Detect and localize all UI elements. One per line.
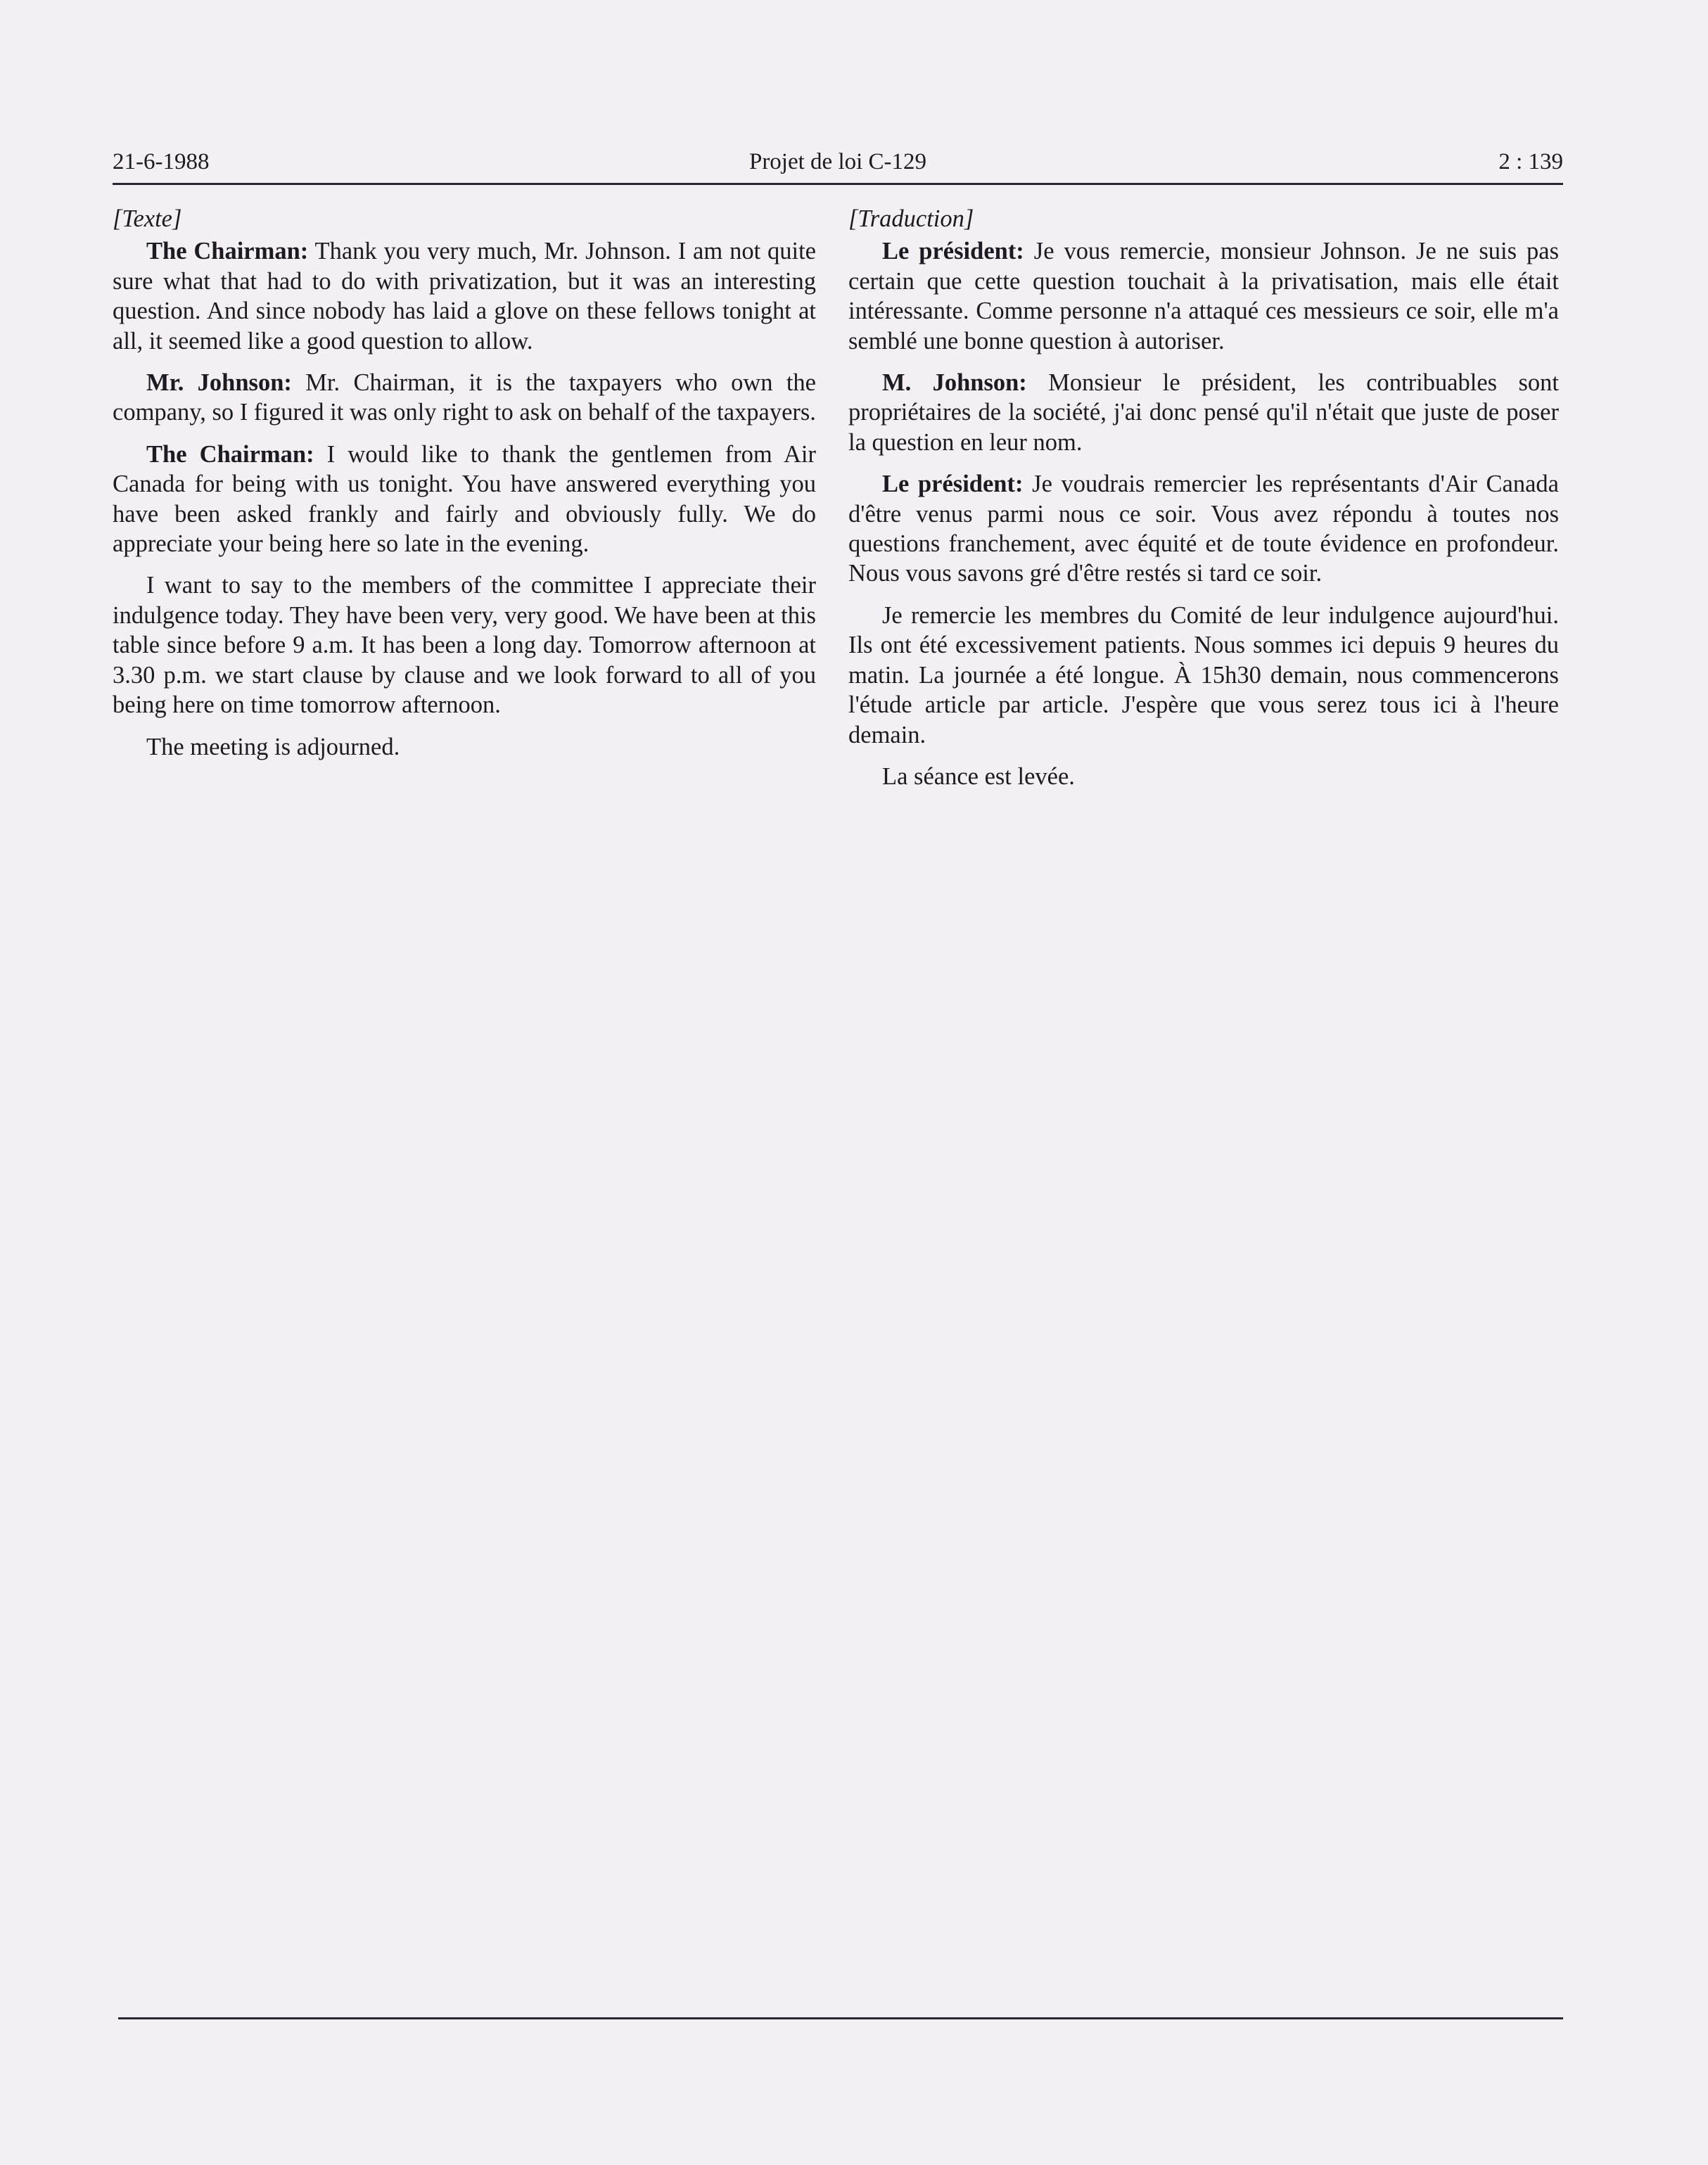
paragraph-text: Je remercie les membres du Comité de leur indulgence aujourd'hui. Ils ont été excessivement patients. Nous sommes ici depuis 9 heures du matin. La journée a été longue. À 15h30 demain, nous commencerons l'étude article par article. J'espère que vous serez tous ici à l'heure demain. bbox=[848, 601, 1559, 748]
header-title: Projet de loi C-129 bbox=[748, 149, 927, 174]
column-label-english: [Texte] bbox=[113, 205, 182, 232]
french-column bbox=[848, 204, 1559, 803]
paragraph-text: The meeting is adjourned. bbox=[146, 733, 400, 760]
paragraph-text: Monsieur le président, les contribuables sont propriétaires de la société, j'ai donc pensé qu'il n'était que juste de poser la question en leur nom. bbox=[848, 369, 1559, 456]
speaker-name: M. Johnson: bbox=[882, 369, 1027, 397]
speaker-name: The Chairman: bbox=[146, 440, 314, 468]
paragraph bbox=[113, 440, 816, 559]
speaker-name: Le président: bbox=[882, 238, 1024, 265]
header-rule bbox=[113, 183, 1563, 185]
paragraph bbox=[848, 368, 1559, 457]
paragraph bbox=[848, 469, 1559, 589]
header-page-number: 2 : 139 bbox=[1498, 149, 1563, 174]
paragraph-text: I want to say to the members of the committee I appreciate their indulgence today. They have been very, very good. We have been at this table since before 9 a.m. It has been a long day. Tomorrow afternoon at 3.30 p.m. we start clause by clause and we look forward to all of you being here on time tomorrow afternoon. bbox=[113, 572, 816, 719]
speaker-name: Mr. Johnson: bbox=[146, 369, 292, 397]
column-label-french: [Traduction] bbox=[848, 205, 974, 232]
paragraph bbox=[113, 236, 816, 356]
paragraph bbox=[848, 762, 1559, 791]
paragraph bbox=[848, 601, 1559, 750]
footer-rule bbox=[118, 2017, 1563, 2019]
speaker-name: Le président: bbox=[882, 471, 1024, 498]
paragraph-text: Je voudrais remercier les représentants d'Air Canada d'être venus parmi nous ce soir. Vous avez répondu à toutes nos questions franchement, avec équité et de toute évidence en profondeur. Nous vous savons gré d'être restés si tard ce soir. bbox=[848, 471, 1559, 587]
speaker-name: The Chairman: bbox=[146, 238, 309, 265]
paragraph-text: Mr. Chairman, it is the taxpayers who own the company, so I figured it was only right to ask on behalf of the taxpayers. bbox=[113, 369, 816, 426]
paragraph-text: Je vous remercie, monsieur Johnson. Je ne suis pas certain que cette question touchait à la privatisation, mais elle était intéressante. Comme personne n'a attaqué ces messieurs ce soir, elle m'a semblé une bonne question à autoriser. bbox=[848, 238, 1559, 355]
page-header bbox=[113, 141, 1563, 183]
header-date: 21-6-1988 bbox=[113, 149, 210, 174]
paragraph bbox=[113, 368, 816, 428]
paragraph bbox=[848, 236, 1559, 356]
paragraph bbox=[113, 570, 816, 720]
paragraph-text: Thank you very much, Mr. Johnson. I am not quite sure what that had to do with privatization, but it was an interesting question. And since nobody has laid a glove on these fellows tonight at all, it seemed like a good question to allow. bbox=[113, 238, 816, 355]
paragraph-text: I would like to thank the gentlemen from Air Canada for being with us tonight. You have answered everything you have been asked frankly and fairly and obviously fully. We do appreciate your being here so late in the evening. bbox=[113, 440, 816, 558]
paragraph bbox=[113, 732, 816, 762]
paragraph-text: La séance est levée. bbox=[882, 762, 1075, 790]
english-column bbox=[113, 204, 816, 774]
